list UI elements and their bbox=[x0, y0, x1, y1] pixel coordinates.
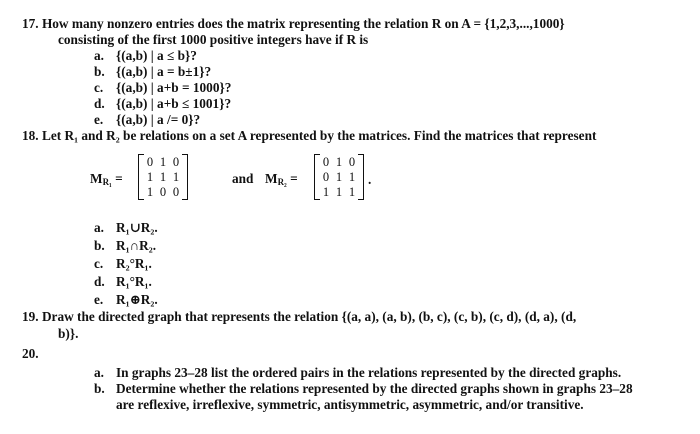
q18-item-text: R₁⊕R₂. bbox=[116, 292, 158, 307]
q18-item-text: R₂°R₁. bbox=[116, 256, 152, 271]
matrix-1-cell: 0 bbox=[172, 185, 180, 199]
q18-item-e bbox=[94, 292, 158, 308]
q18-item-label: e. bbox=[94, 292, 104, 307]
matrix-1-cell: 0 bbox=[172, 155, 180, 169]
q17-item-c bbox=[94, 80, 231, 96]
q18-item-label: a. bbox=[94, 220, 104, 235]
q17-item-text: {(a,b) | a /= 0}? bbox=[116, 112, 201, 127]
q17-line2: consisting of the first 1000 positive integers have if R is bbox=[58, 32, 369, 47]
q19-line2: b)}. bbox=[58, 326, 79, 341]
matrix-1-cell: 1 bbox=[146, 170, 154, 184]
matrix-1-cell: 1 bbox=[146, 185, 154, 199]
q18-item-label: c. bbox=[94, 256, 104, 271]
q20-item-label: b. bbox=[94, 381, 105, 396]
matrix-2-cell: 0 bbox=[348, 155, 356, 169]
q18-item-c bbox=[94, 256, 152, 272]
q18-item-b bbox=[94, 238, 156, 254]
matrix-1-label: $M_{R_1}$ = bbox=[90, 171, 123, 187]
q18-item-d bbox=[94, 274, 152, 290]
matrix-2-cell: 1 bbox=[348, 185, 356, 199]
matrix-1-cell: 1 bbox=[159, 170, 167, 184]
q19-line1: 19. Draw the directed graph that represents the relation {(a, a), (a, b), (b, c), (c, b), (c, d), (d, a), (d, bbox=[22, 309, 577, 324]
matrix-2-cell: 1 bbox=[335, 170, 343, 184]
matrix-1-right-bracket bbox=[182, 154, 188, 200]
q18-item-a bbox=[94, 220, 158, 236]
q18-item-text: R₁∩R₂. bbox=[116, 238, 157, 253]
q18-item-label: d. bbox=[94, 274, 105, 289]
matrix-2-right-bracket bbox=[358, 154, 364, 200]
q18-item-label: b. bbox=[94, 238, 105, 253]
matrix-2-cell: 1 bbox=[348, 170, 356, 184]
matrix-2-label-sub: R₂ bbox=[277, 177, 287, 187]
q17-item-b bbox=[94, 64, 211, 80]
q17-item-label: c. bbox=[94, 80, 104, 95]
q20-item-b bbox=[94, 381, 633, 397]
q20-item-a bbox=[94, 365, 621, 381]
matrix-period: . bbox=[368, 172, 372, 187]
matrix-2-cell: 1 bbox=[335, 185, 343, 199]
q20-item-label: a. bbox=[94, 365, 104, 380]
matrix-2-label-m: M bbox=[265, 171, 278, 186]
q17-item-text: {(a,b) | a ≤ b}? bbox=[116, 48, 197, 63]
matrix-1-label-m: M bbox=[90, 171, 103, 186]
q17-item-label: a. bbox=[94, 48, 104, 63]
matrix-2-cell: 0 bbox=[322, 170, 330, 184]
q20-number: 20. bbox=[22, 346, 39, 361]
q17-item-label: d. bbox=[94, 96, 105, 111]
matrix-1-label-sub: R₁ bbox=[102, 177, 112, 187]
matrix-1-cell: 1 bbox=[159, 155, 167, 169]
matrix-1-cell: 0 bbox=[146, 155, 154, 169]
q20-item-text: Determine whether the relations represented by the directed graphs shown in graphs 23–28 bbox=[116, 381, 633, 396]
q17-line1: 17. How many nonzero entries does the matrix representing the relation R on A = {1,2,3,...,1000} bbox=[22, 16, 565, 31]
matrix-2 bbox=[314, 154, 364, 200]
q18-line1: 18. Let R₁ and R₂ be relations on a set A represented by the matrices. Find the matrices that represent bbox=[22, 128, 597, 143]
q18-item-text: R₁∪R₂. bbox=[116, 220, 158, 235]
q17-item-text: {(a,b) | a+b ≤ 1001}? bbox=[116, 96, 232, 111]
matrix-2-label: $M_{R_2}$ = bbox=[265, 171, 298, 187]
and-text: and bbox=[232, 171, 254, 186]
q17-item-a bbox=[94, 48, 197, 64]
q17-item-label: b. bbox=[94, 64, 105, 79]
q17-item-text: {(a,b) | a+b = 1000}? bbox=[116, 80, 232, 95]
q17-item-label: e. bbox=[94, 112, 104, 127]
q17-item-d bbox=[94, 96, 231, 112]
matrix-1-cell: 0 bbox=[159, 185, 167, 199]
q17-item-text: {(a,b) | a = b±1}? bbox=[116, 64, 212, 79]
q17-item-e bbox=[94, 112, 200, 128]
matrix-1 bbox=[138, 154, 188, 200]
matrix-1-cell: 1 bbox=[172, 170, 180, 184]
q20-item-b-cont: are reflexive, irreflexive, symmetric, antisymmetric, asymmetric, and/or transitive. bbox=[116, 397, 584, 412]
matrix-2-cell: 1 bbox=[335, 155, 343, 169]
q18-item-text: R₁°R₁. bbox=[116, 274, 152, 289]
matrix-2-cell: 1 bbox=[322, 185, 330, 199]
matrix-2-cell: 0 bbox=[322, 155, 330, 169]
q20-item-text: In graphs 23–28 list the ordered pairs in the relations represented by the directed graphs. bbox=[116, 365, 622, 380]
